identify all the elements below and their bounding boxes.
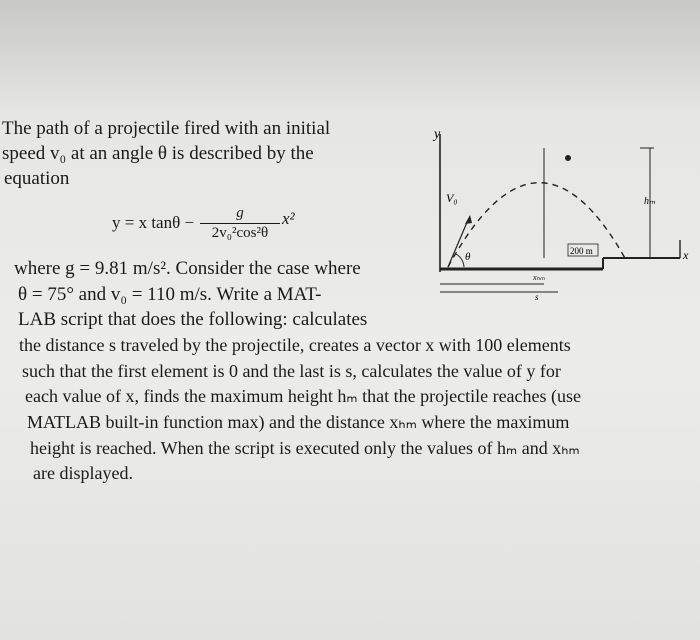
line-11: height is reached. When the script is executed only the values of hₘ and xₕₘ: [30, 438, 580, 458]
equation-lhs: y = x tanθ −: [112, 213, 195, 232]
projectile-dot: [565, 155, 571, 161]
equation-numerator: g: [236, 205, 244, 221]
line-6: LAB script that does the following: calculates: [18, 309, 368, 330]
line-8: such that the first element is 0 and the last is s, calculates the value of y for: [22, 361, 561, 381]
fraction-bar: [200, 223, 280, 224]
x-axis-label: x: [683, 248, 689, 262]
trajectory-curve: [448, 183, 626, 267]
line-12: are displayed.: [33, 463, 133, 483]
equation-denominator: 2v₀²cos²θ: [211, 225, 269, 241]
height-label: 200 m: [570, 246, 593, 256]
v0-arrowhead: [465, 215, 472, 224]
v0-label: V₀: [446, 191, 458, 205]
line-3: equation: [4, 168, 70, 189]
line-10: MATLAB built-in function max) and the distance xₕₘ where the maximum: [27, 412, 570, 432]
equation-x-squared: x²: [282, 209, 295, 228]
theta-arc: [456, 254, 464, 267]
line-7: the distance s traveled by the projectile, creates a vector x with 100 elements: [19, 335, 571, 355]
xhm-label: xₕₘ: [533, 273, 545, 282]
equation-fraction: [200, 205, 280, 242]
y-axis-label: y: [434, 127, 441, 142]
hm-label: hₘ: [644, 196, 656, 207]
line-5: θ = 75° and v₀ = 110 m/s. Write a MAT-: [18, 284, 322, 305]
trajectory-diagram: [418, 112, 700, 312]
line-4: where g = 9.81 m/s². Consider the case where: [14, 258, 361, 279]
line-1: The path of a projectile fired with an initial: [2, 118, 331, 139]
line-9: each value of x, finds the maximum height hₘ that the projectile reaches (use: [25, 386, 582, 406]
s-label: s: [535, 292, 539, 302]
line-2: speed v₀ at an angle θ is described by the: [2, 143, 314, 164]
theta-label: θ: [465, 251, 471, 263]
